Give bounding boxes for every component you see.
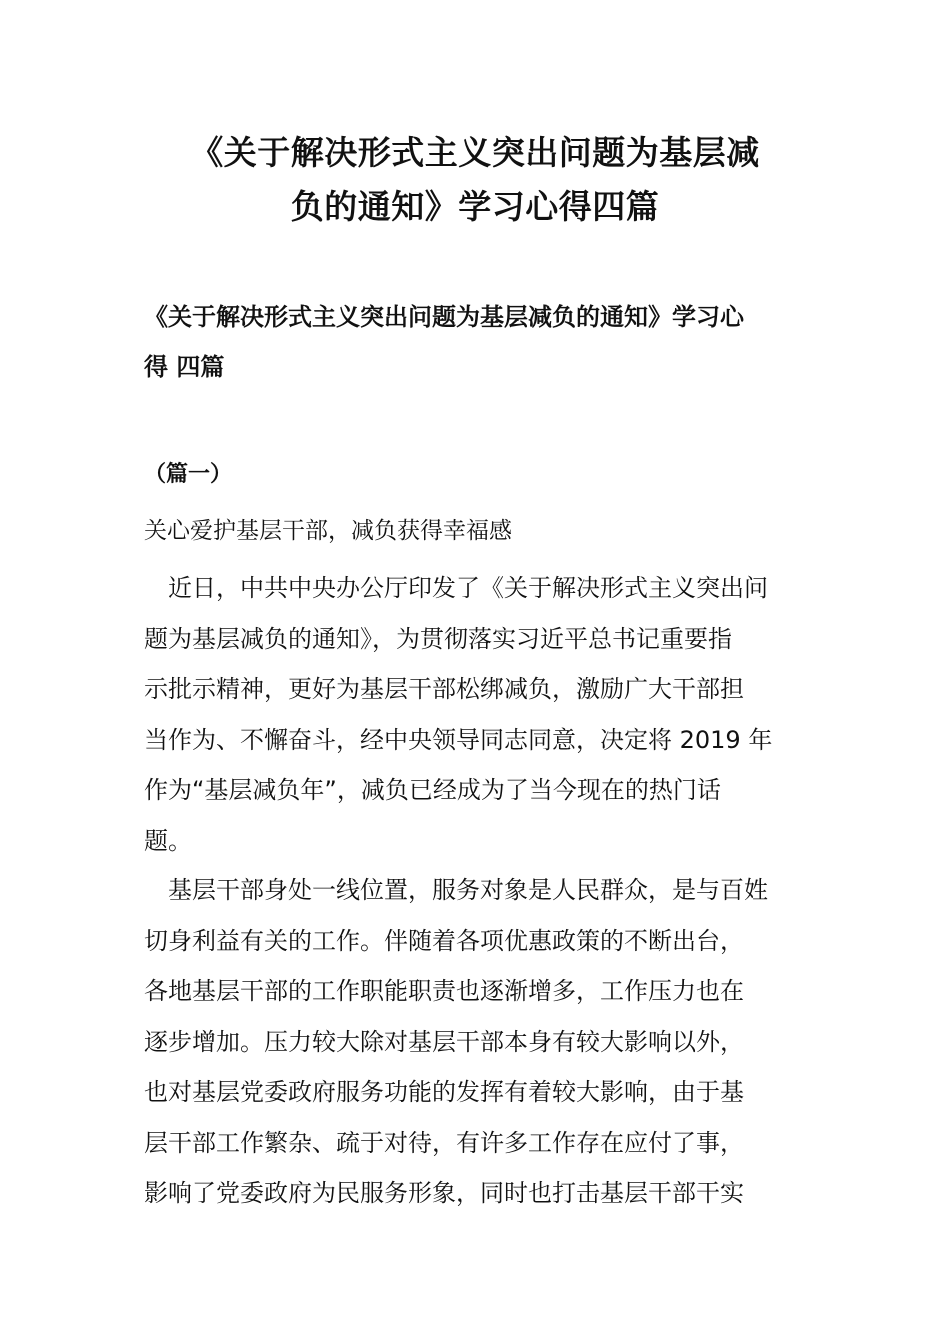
paragraph-line: 题。 (144, 826, 192, 855)
paragraph-line: 近日，中共中央办公厅印发了《关于解决形式主义突出问 (144, 574, 768, 602)
paragraph-line: 各地基层干部的工作职能职责也逐渐增多，工作压力也在 (144, 977, 744, 1005)
paragraph-2 (144, 865, 814, 1219)
paragraph-line: 当作为、不懈奋斗，经中央领导同志同意，决定将 2019 年 (144, 725, 773, 754)
paragraph-line: 也对基层党委政府服务功能的发挥有着较大影响，由于基 (144, 1078, 744, 1106)
title-line: 负的通知》学习心得四篇 (290, 187, 660, 226)
paragraph-line: 题为基层减负的通知》，为贯彻落实习近平总书记重要指 (144, 624, 732, 653)
paragraph-line: 层干部工作繁杂、疏于对待，有许多工作存在应付了事， (144, 1128, 744, 1157)
paragraph-line: 示批示精神，更好为基层干部松绑减负，激励广大干部担 (144, 675, 744, 703)
subtitle-line: 《关于解决形式主义突出问题为基层减负的通知》学习心 (144, 303, 744, 331)
document-subtitle (144, 292, 804, 392)
paragraph-line: 逐步增加。压力较大除对基层干部本身有较大影响以外， (144, 1027, 744, 1056)
paragraph-line: 切身利益有关的工作。伴随着各项优惠政策的不断出台， (144, 926, 744, 955)
paragraph-line: 影响了党委政府为民服务形象，同时也打击基层干部干实 (144, 1179, 744, 1207)
section-heading: 关心爱护基层干部，减负获得幸福感 (144, 518, 512, 544)
paragraph-line: 作为“基层减负年”，减负已经成为了当今现在的热门话 (144, 776, 721, 804)
subtitle-line: 得 四篇 (144, 353, 225, 381)
document-title (120, 126, 830, 234)
paragraph-1 (144, 563, 814, 866)
paragraph-line: 基层干部身处一线位置，服务对象是人民群众，是与百姓 (144, 876, 768, 904)
section-label: （篇一） (144, 462, 233, 487)
title-line: 《关于解决形式主义突出问题为基层减 (190, 133, 760, 172)
